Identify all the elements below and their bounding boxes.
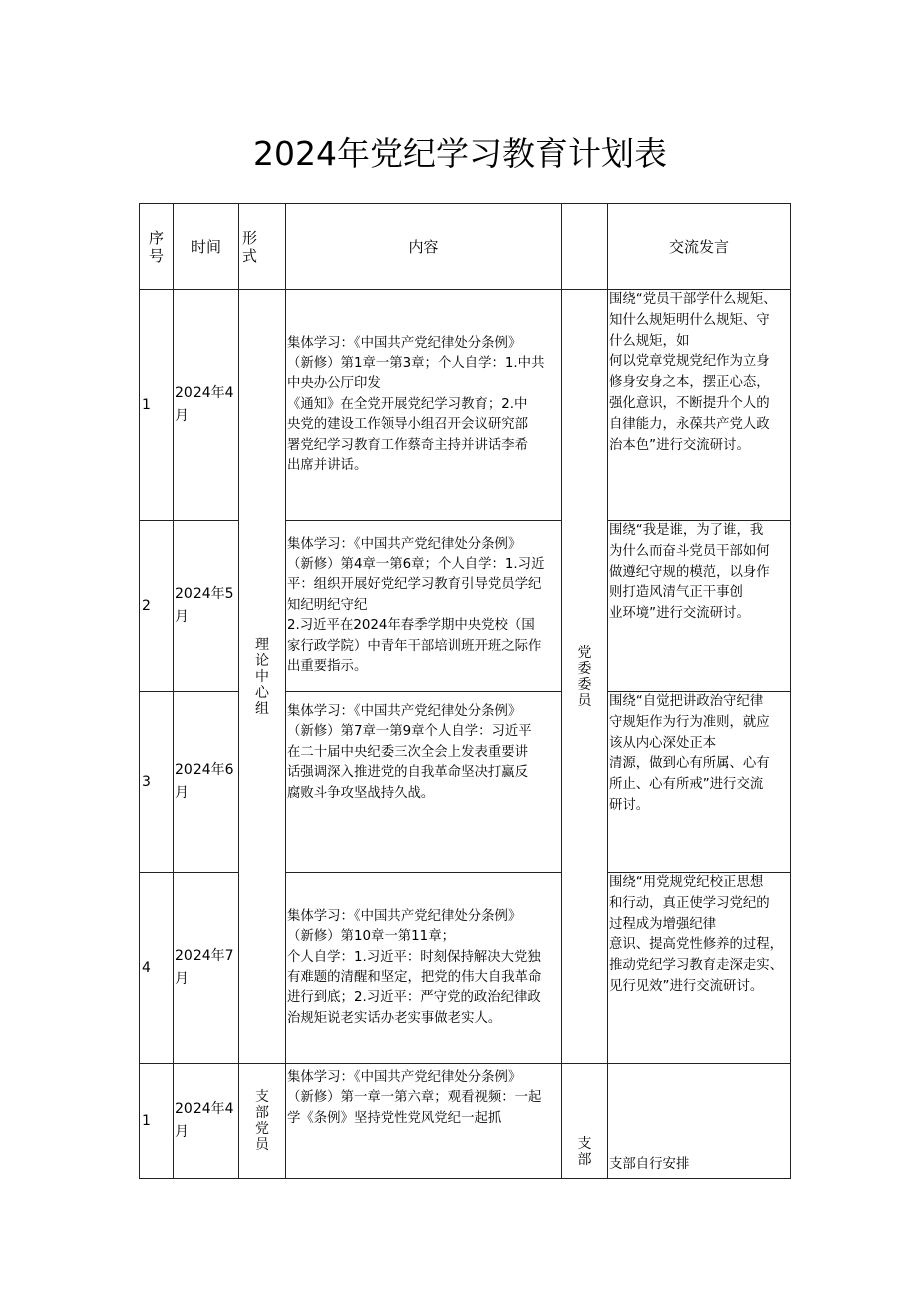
- table-row: [140, 521, 791, 692]
- row-time: 2024年6月: [174, 692, 239, 873]
- theory-group-label: 理论中心组: [255, 636, 269, 717]
- row-index: 3: [140, 692, 174, 873]
- group-cell-branch: [562, 1064, 608, 1179]
- row-index: 1: [140, 290, 174, 521]
- row-exchange: 围绕“我是谁，为了谁，我 为什么而奋斗党员干部如何 做遵纪守规的模范，以身作 则打造风清气正干事创 业环境”进行交流研讨。: [608, 521, 791, 692]
- branch-members-label: 支部党员: [255, 1089, 269, 1153]
- table-row: [140, 290, 791, 521]
- header-exchange: 交流发言: [608, 204, 791, 290]
- row-index: 2: [140, 521, 174, 692]
- branch-label: 支部: [577, 1136, 592, 1168]
- row-time: 2024年4月: [174, 290, 239, 521]
- form-cell-branch: [239, 1064, 286, 1179]
- header-form: 形式: [239, 204, 286, 290]
- committee-members-label: 党委委员: [577, 644, 592, 709]
- row-content: 集体学习：《中国共产党纪律处分条例》 （新修）第7章一第9章个人自学：习近平 在二十届中央纪委三次全会上发表重要讲 话强调深入推进党的自我革命坚决打赢反 腐败斗争攻坚战持久战。: [286, 692, 562, 873]
- form-cell-theory-group: [239, 290, 286, 1064]
- row-content: 集体学习：《中国共产党纪律处分条例》 （新修）第10章一第11章； 个人自学：1.习近平：时刻保持解决大党独 有难题的清醒和坚定，把党的伟大自我革命 进行到底；2.习近平：严守党的政治纪律政 治规矩说老实话办老实事做老实人。: [286, 873, 562, 1064]
- header-content: 内容: [286, 204, 562, 290]
- table-header-row: [140, 204, 791, 290]
- row-content: 集体学习：《中国共产党纪律处分条例》 （新修）第一章一第六章；观看视频：一起 学《条例》坚持党性党风党纪一起抓: [286, 1064, 562, 1179]
- page-title: 2024年党纪学习教育计划表: [253, 134, 667, 173]
- table-row: [140, 1064, 791, 1179]
- header-index: 序号: [140, 204, 174, 290]
- row-time: 2024年4月: [174, 1064, 239, 1179]
- row-exchange: 围绕“党员干部学什么规矩、 知什么规矩明什么规矩、守 什么规矩，如 何以党章党规党纪作为立身 修身安身之本，摆正心态， 强化意识，不断提升个人的 自律能力，永葆共产党人政 治本色”进行交流研讨。: [608, 290, 791, 521]
- row-time: 2024年5月: [174, 521, 239, 692]
- row-content: 集体学习：《中国共产党纪律处分条例》 （新修）第1章一第3章；个人自学：1.中共 中央办公厅印发 《通知》在全党开展党纪学习教育；2.中 央党的建设工作领导小组召开会议研究部 署党纪学习教育工作蔡奇主持并讲话李希 出席并讲话。: [286, 290, 562, 521]
- row-exchange: 支部自行安排: [608, 1064, 791, 1179]
- row-content: 集体学习：《中国共产党纪律处分条例》 （新修）第4章一第6章；个人自学：1.习近 平：组织开展好党纪学习教育引导党员学纪 知纪明纪守纪 2.习近平在2024年春季学期中央党校（国 家行政学院）中青年干部培训班开班之际作 出重要指示。: [286, 521, 562, 692]
- header-time: 时间: [174, 204, 239, 290]
- table-row: [140, 692, 791, 873]
- table-row: [140, 873, 791, 1064]
- row-time: 2024年7月: [174, 873, 239, 1064]
- row-index: 4: [140, 873, 174, 1064]
- row-index: 1: [140, 1064, 174, 1179]
- header-group: [562, 204, 608, 290]
- row-exchange: 围绕“用党规党纪校正思想 和行动，真正使学习党纪的 过程成为增强纪律 意识、提高党性修养的过程， 推动党纪学习教育走深走实、 见行见效”进行交流研讨。: [608, 873, 791, 1064]
- study-plan-table: [139, 203, 791, 1179]
- group-cell-committee: [562, 290, 608, 1064]
- row-exchange: 围绕“自觉把讲政治守纪律 守规矩作为行为准则，就应 该从内心深处正本 清源，做到心有所属、心有 所止、心有所戒”进行交流 研讨。: [608, 692, 791, 873]
